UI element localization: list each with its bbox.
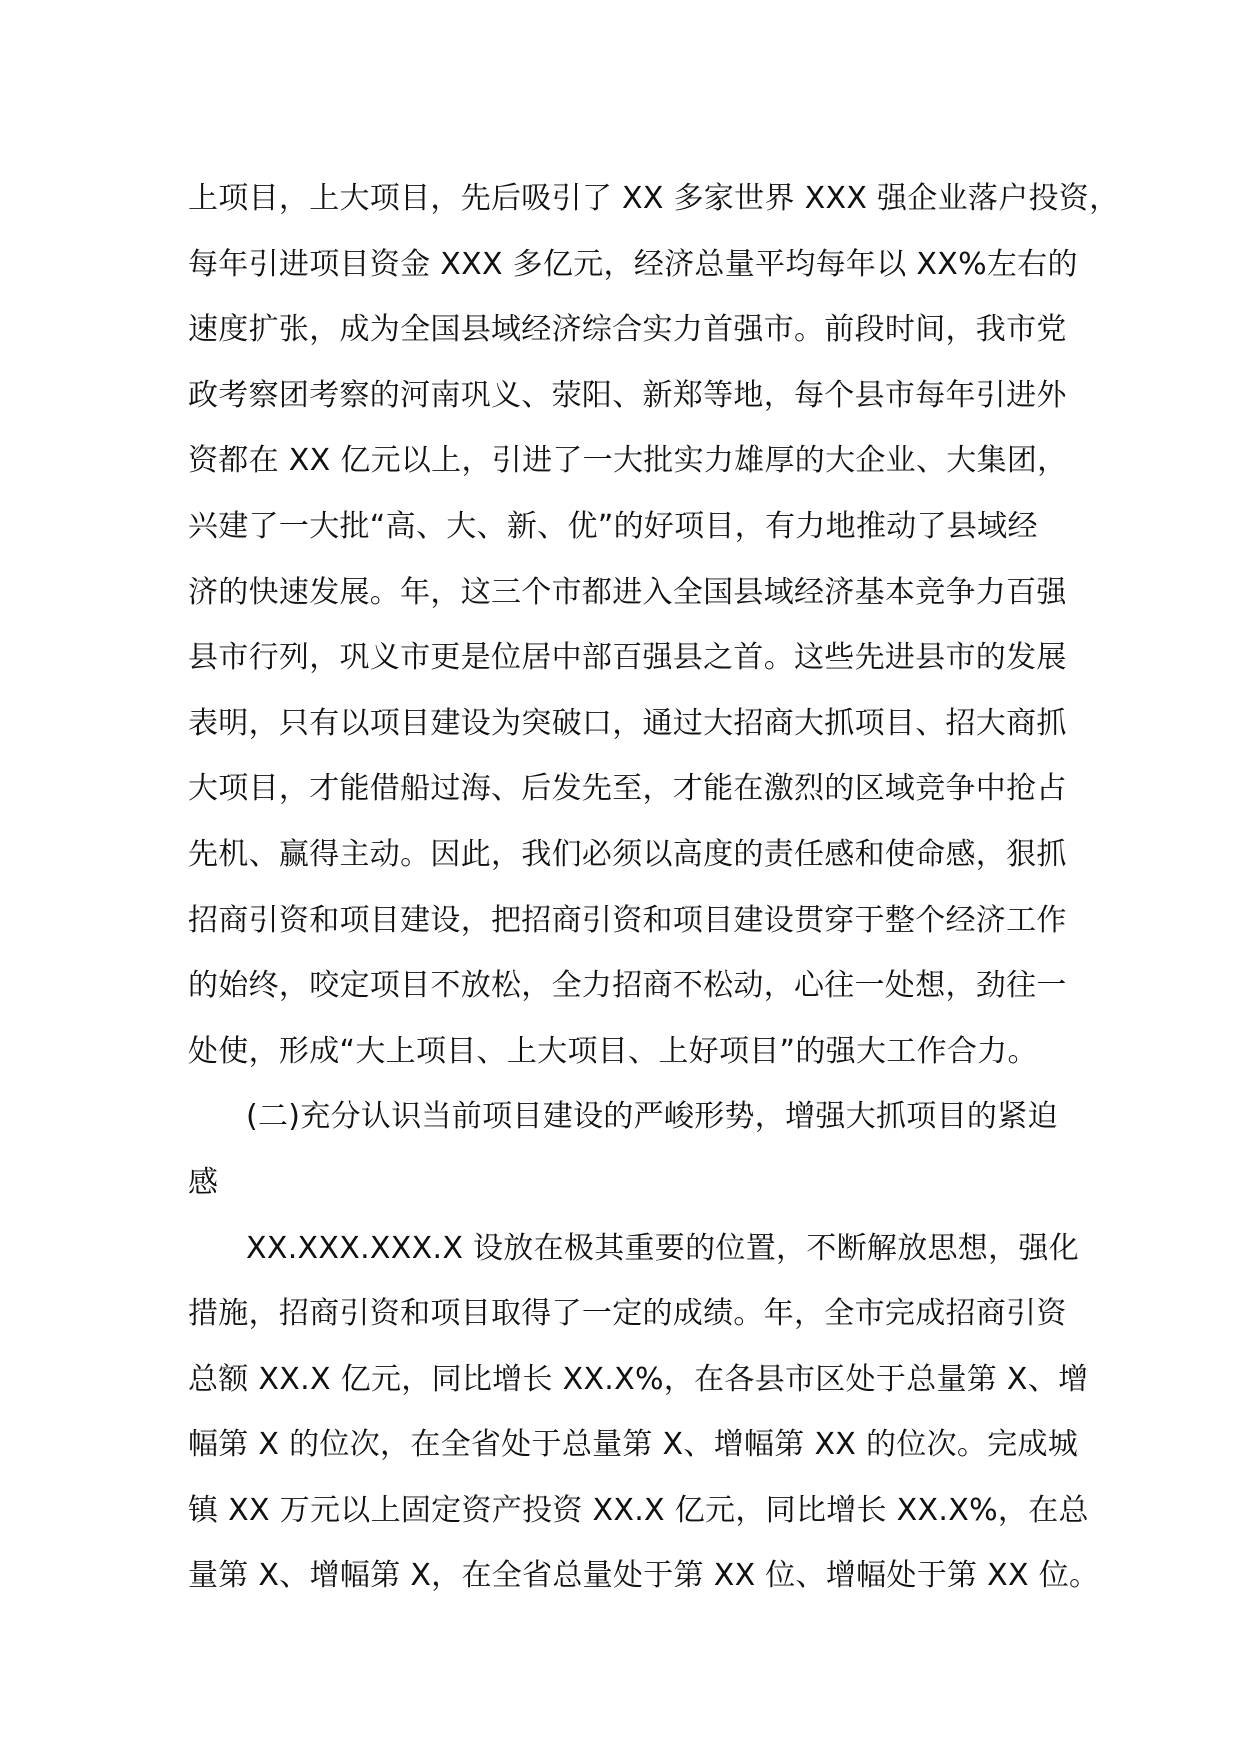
text-line: 速度扩张，成为全国县域经济综合实力首强市。前段时间，我市党	[188, 312, 1067, 348]
text-line: 济的快速发展。年，这三个市都进入全国县域经济基本竞争力百强	[188, 574, 1067, 610]
text-line: 兴建了一大批“高、大、新、优”的好项目，有力地推动了县域经	[188, 508, 1038, 544]
text-line: 招商引资和项目建设，把招商引资和项目建设贯穿于整个经济工作	[188, 902, 1067, 938]
text-line: (二)充分认识当前项目建设的严峻形势，增强大抓项目的紧迫	[246, 1099, 1058, 1135]
text-line: 措施，招商引资和项目取得了一定的成绩。年，全市完成招商引资	[188, 1296, 1067, 1332]
body-text	[188, 166, 1120, 1609]
text-line: 总额 XX.X 亿元，同比增长 XX.X%，在各县市区处于总量第 X、增	[188, 1361, 1089, 1397]
text-line: 大项目，才能借船过海、后发先至，才能在激烈的区域竞争中抢占	[188, 771, 1067, 807]
text-line: 镇 XX 万元以上固定资产投资 XX.X 亿元，同比增长 XX.X%，在总	[188, 1492, 1089, 1528]
text-line: 感	[188, 1164, 219, 1200]
text-line: 先机、赢得主动。因此，我们必须以高度的责任感和使命感，狠抓	[188, 836, 1067, 872]
text-line: 的始终，咬定项目不放松，全力招商不松动，心往一处想，劲往一	[188, 968, 1067, 1004]
text-line: XX.XXX.XXX.X 设放在极其重要的位置，不断解放思想，强化	[246, 1230, 1080, 1266]
text-line: 处使，形成“大上项目、上大项目、上好项目”的强大工作合力。	[188, 1033, 1038, 1069]
text-line: 量第 X、增幅第 X，在全省总量处于第 XX 位、增幅处于第 XX 位。	[188, 1558, 1100, 1594]
text-line: 资都在 XX 亿元以上，引进了一大批实力雄厚的大企业、大集团，	[188, 443, 1068, 479]
text-line: 每年引进项目资金 XXX 多亿元，经济总量平均每年以 XX%左右的	[188, 246, 1078, 282]
text-line: 幅第 X 的位次，在全省处于总量第 X、增幅第 XX 的位次。完成城	[188, 1427, 1079, 1463]
text-line: 政考察团考察的河南巩义、荥阳、新郑等地，每个县市每年引进外	[188, 377, 1067, 413]
text-line: 上项目，上大项目，先后吸引了 XX 多家世界 XXX 强企业落户投资，	[188, 181, 1120, 216]
text-line: 表明，只有以项目建设为突破口，通过大招商大抓项目、招大商抓	[188, 705, 1067, 741]
text-line: 县市行列，巩义市更是位居中部百强县之首。这些先进县市的发展	[188, 640, 1067, 676]
